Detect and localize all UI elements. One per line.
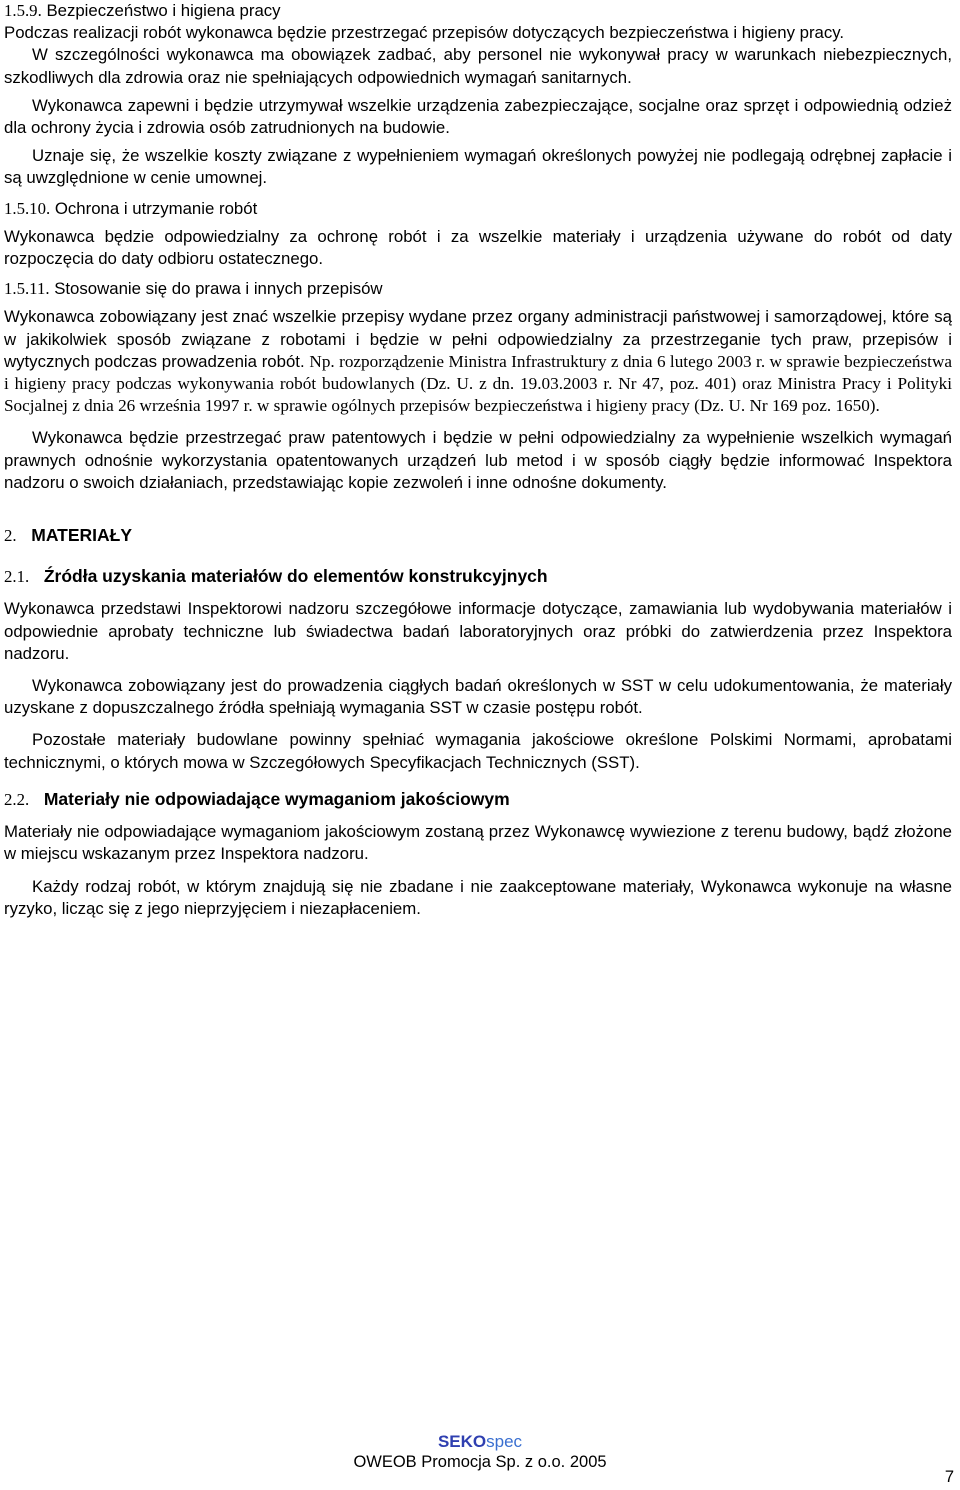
paragraph: Uznaje się, że wszelkie koszty związane z wypełnieniem wymagań określonych powyżej nie podlegają odrębnej zapłacie i są uwzględnione w cenie umownej. <box>4 146 952 188</box>
paragraph: Każdy rodzaj robót, w którym znajdują się nie zbadane i nie zaakceptowane materiały, Wykonawca wykonuje na własne ryzyko, licząc się z jego nieprzyjęciem i niezapłaceniem. <box>4 876 952 918</box>
section-title: Ochrona i utrzymanie robót <box>54 198 258 218</box>
company-name: OWEOB Promocja Sp. z o.o. 2005 <box>353 1453 607 1471</box>
section-title: Stosowanie się do prawa i innych przepisów <box>54 279 383 299</box>
page-number: 7 <box>944 1468 954 1486</box>
paragraph: Wykonawca zapewni i będzie utrzymywał wszelkie urządzenia zabezpieczające, socjalne oraz sprzęt i odpowiednią odzież dla ochrony życia i zdrowia osób zatrudnionych na budowie. <box>4 95 952 138</box>
section-number: 2.1. <box>4 567 30 587</box>
document-content <box>4 0 952 920</box>
paragraph: Podczas realizacji robót wykonawca będzie przestrzegać przepisów dotyczących bezpieczeństwa i higieny pracy. <box>4 23 845 43</box>
paragraph: Wykonawca przedstawi Inspektorowi nadzoru szczegółowe informacje dotyczące, zamawiania lub wydobywania materiałów i odpowiednie aprobaty techniczne lub świadectwa badań laboratoryjnych oraz próbki do zatwierdzenia przez Inspektora nadzoru. <box>4 599 952 663</box>
heading-2-2 <box>4 788 952 811</box>
paragraph: Wykonawca zobowiązany jest do prowadzenia ciągłych badań określonych w SST w celu udokumentowania, że materiały uzyskane z dopuszczalnego źródła spełniają wymagania SST w czasie postępu robót. <box>4 676 952 718</box>
paragraph: Materiały nie odpowiadające wymaganiom jakościowym zostaną przez Wykonawcę wywiezione z terenu budowy, bądź złożone w miejscu wskazanym przez Inspektora nadzoru. <box>4 822 952 864</box>
section-title: Materiały nie odpowiadające wymaganiom jakościowym <box>43 788 510 809</box>
heading-1-5-10 <box>4 198 952 220</box>
section-number: 1.5.10. <box>4 198 51 218</box>
heading-1-5-9 <box>4 0 952 22</box>
heading-1-5-11 <box>4 278 952 300</box>
heading-2 <box>4 524 952 547</box>
section-title: Bezpieczeństwo i higiena pracy <box>46 1 281 20</box>
paragraph: W szczególności wykonawca ma obowiązek zadbać, aby personel nie wykonywał pracy w warunkach niebezpiecznych, szkodliwych dla zdrowia oraz nie spełniających odpowiednich wymagań sanitarnych. <box>4 45 952 87</box>
paragraph-part: Wykonawca zobowiązany jest znać wszelkie przepisy wydane przez organy administracji państwowej i samorządowej, które są w jakikolwiek sposób związane z robotami i będzie w pełni odpowiedzialny za przestrzeganie tych praw, przepisów i wytycznych podczas prowadzenia robót. <box>4 307 952 371</box>
heading-2-1 <box>4 565 952 588</box>
section-number: 2.2. <box>4 789 30 809</box>
paragraph-part-serif: Np. rozporządzenie Ministra Infrastruktury z dnia 6 lutego 2003 r. w sprawie bezpieczeństwa i higieny pracy podczas wykonywania robót budowlanych (Dz. U. z dn. 19.03.2003 r. Nr 47, poz. 401) oraz Ministra Pracy i Polityki Socjalnej z dnia 26 września 1997 r. w sprawie ogólnych przepisów bezpieczeństwa i higieny pracy (Dz. U. Nr 169 poz. 1650). <box>4 351 952 416</box>
page-footer <box>0 1432 960 1472</box>
section-number: 1.5.9. <box>4 1 42 20</box>
brand-logo-part1: SEKO <box>437 1432 487 1451</box>
section-title: Źródła uzyskania materiałów do elementów konstrukcyjnych <box>43 566 548 587</box>
paragraph: Wykonawca będzie odpowiedzialny za ochronę robót i za wszelkie materiały i urządzenia używane do robót od daty rozpoczęcia do daty odbioru ostatecznego. <box>4 226 952 269</box>
section-title: MATERIAŁY <box>31 525 133 546</box>
brand-logo <box>0 1432 960 1452</box>
section-number: 1.5.11. <box>4 279 50 299</box>
paragraph: Wykonawca będzie przestrzegać praw patentowych i będzie w pełni odpowiedzialny za wypełnienie wszelkich wymagań prawnych odnośnie wykorzystania opatentowanych urządzeń lub metod i w sposób ciągły będzie informować Inspektora nadzoru o swoich działaniach, przedstawiając kopie zezwoleń i inne odnośne dokumenty. <box>4 428 952 492</box>
paragraph: Pozostałe materiały budowlane powinny spełniać wymagania jakościowe określone Polskimi Normami, aprobatami technicznymi, o których mowa w Szczegółowych Specyfikacjach Technicznych (SST). <box>4 730 952 772</box>
paragraph <box>4 306 952 417</box>
brand-logo-part2: spec <box>486 1432 523 1451</box>
section-number: 2. <box>4 526 17 546</box>
